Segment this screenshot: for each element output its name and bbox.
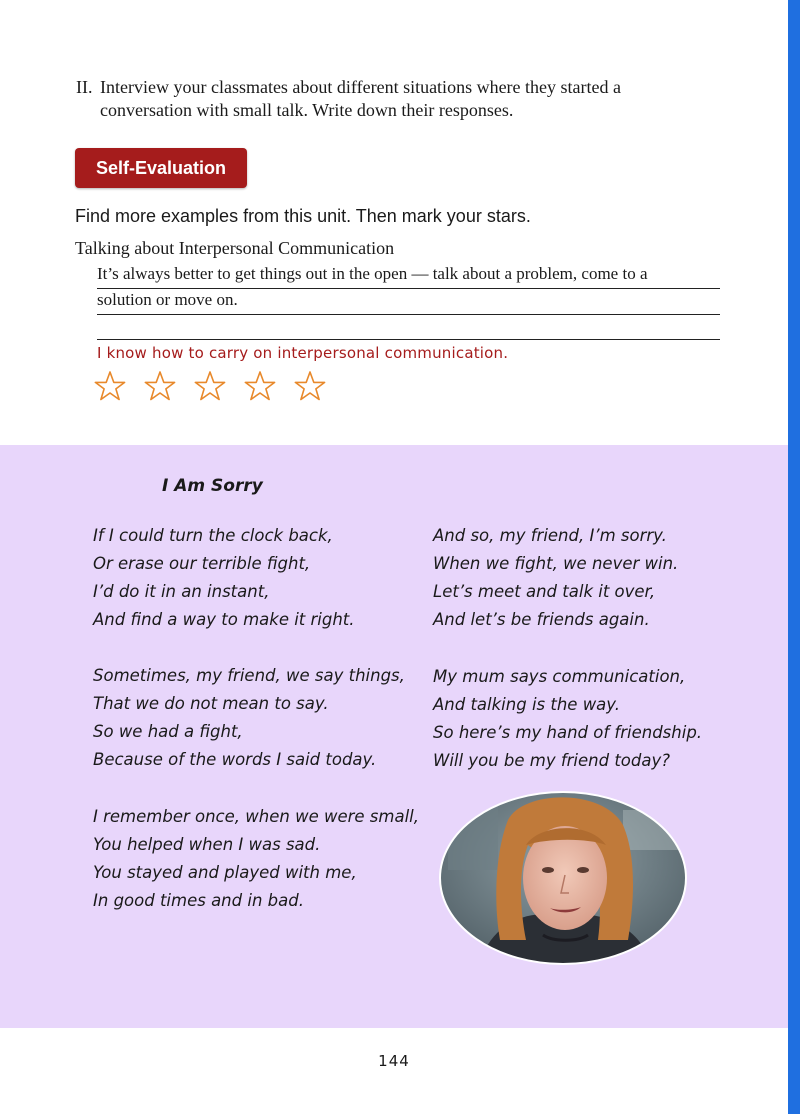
poem-line: You stayed and played with me, bbox=[93, 863, 357, 882]
self-evaluation-topic: Talking about Interpersonal Communication bbox=[75, 238, 395, 258]
poem-line: Will you be my friend today? bbox=[433, 751, 671, 770]
poem-title: I Am Sorry bbox=[162, 476, 263, 496]
poem-line: My mum says communication, bbox=[433, 667, 686, 686]
poem-line: So we had a fight, bbox=[93, 722, 243, 741]
poem-stanza-1 bbox=[93, 522, 355, 634]
poem-line: In good times and in bad. bbox=[93, 891, 304, 910]
poem-line: So here’s my hand of friendship. bbox=[433, 723, 703, 742]
poem-line: Because of the words I said today. bbox=[93, 750, 377, 769]
poem-line: When we fight, we never win. bbox=[433, 554, 679, 573]
task-ii bbox=[76, 76, 736, 122]
poem-stanza-2 bbox=[93, 662, 405, 774]
task-number: II. bbox=[76, 77, 93, 97]
task-text-line-1: Interview your classmates about different situations where they started a bbox=[100, 77, 621, 97]
poem-line: If I could turn the clock back, bbox=[93, 526, 333, 545]
poem-stanza-4 bbox=[433, 522, 678, 634]
self-evaluation-badge: Self-Evaluation bbox=[75, 148, 247, 188]
poem-line: And find a way to make it right. bbox=[93, 610, 355, 629]
self-evaluation-instruction: Find more examples from this unit. Then mark your stars. bbox=[75, 206, 531, 226]
page-number: 144 bbox=[378, 1052, 410, 1070]
poem-stanza-3 bbox=[93, 803, 419, 915]
poem-stanza-5 bbox=[433, 663, 702, 775]
poem-line: You helped when I was sad. bbox=[93, 835, 321, 854]
star-rating bbox=[94, 370, 344, 402]
poem-line: Or erase our terrible fight, bbox=[93, 554, 311, 573]
poem-line: And talking is the way. bbox=[433, 695, 621, 714]
task-text-line-2: conversation with small talk. Write down their responses. bbox=[100, 100, 514, 120]
answer-line-3[interactable] bbox=[97, 313, 720, 340]
star-icon-2[interactable] bbox=[144, 370, 176, 402]
girl-portrait-photo bbox=[438, 790, 688, 966]
poem-line: Sometimes, my friend, we say things, bbox=[93, 666, 405, 685]
poem-line: I’d do it in an instant, bbox=[93, 582, 270, 601]
star-icon-1[interactable] bbox=[94, 370, 126, 402]
answer-line-1[interactable]: It’s always better to get things out in the open — talk about a problem, come to a bbox=[97, 262, 720, 289]
poem-line: And let’s be friends again. bbox=[433, 610, 650, 629]
can-do-statement: I know how to carry on interpersonal communication. bbox=[97, 344, 509, 362]
poem-line: That we do not mean to say. bbox=[93, 694, 329, 713]
poem-line: I remember once, when we were small, bbox=[93, 807, 419, 826]
poem-line: And so, my friend, I’m sorry. bbox=[433, 526, 667, 545]
star-icon-3[interactable] bbox=[194, 370, 226, 402]
star-icon-5[interactable] bbox=[294, 370, 326, 402]
star-icon-4[interactable] bbox=[244, 370, 276, 402]
poem-line: Let’s meet and talk it over, bbox=[433, 582, 656, 601]
page-edge-stripe bbox=[788, 0, 800, 1114]
answer-line-2[interactable]: solution or move on. bbox=[97, 288, 720, 315]
